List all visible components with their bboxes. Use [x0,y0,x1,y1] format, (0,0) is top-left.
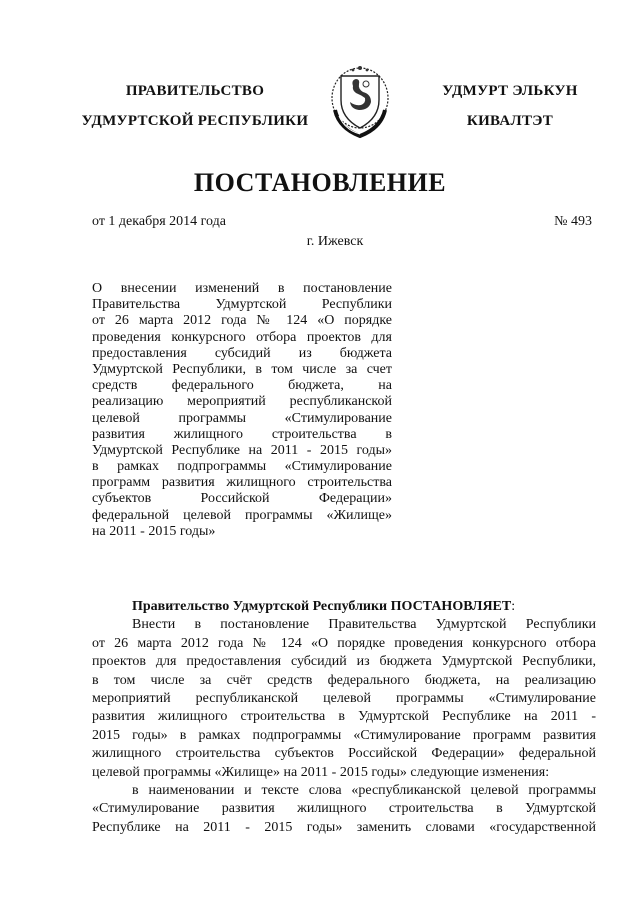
header-right-line1: УДМУРТ ЭЛЬКУН [442,83,578,99]
header-right-line2: КИВАЛТЭТ [466,113,554,129]
decree-line: Республике на 2011 - 2015 годы» заменить словами «государственной [92,819,596,835]
subject-line: программ развития жилищного строительства [92,475,392,491]
header-left-line1: ПРАВИТЕЛЬСТВО [125,83,265,99]
decree-subject [92,281,392,540]
decree-heading-line [92,598,596,616]
decree-heading-colon: : [511,599,516,614]
decree-line: Внести в постановление Правительства Удмуртской Республики [132,617,596,633]
decree-body [92,598,596,837]
subject-line: на 2011 - 2015 годы» [92,523,216,539]
decree-line: жилищного строительства субъектов Российской Федерации» федеральной [92,746,596,762]
header-left-line2: УДМУРТСКОЙ РЕСПУБЛИКИ [81,113,309,129]
subject-line: О внесении изменений в постановление [92,281,392,296]
subject-line: Правительства Удмуртской Республики [92,297,392,313]
decree-line: мероприятий республиканской целевой программы «Стимулирование [92,690,596,706]
decree-line: 2015 годы» в рамках подпрограммы «Стимулирование программ развития [92,727,596,743]
subject-line: федеральной целевой программы «Жилище» [92,507,392,523]
decree-number: № 493 [554,214,592,229]
subject-line: целевой программы «Стимулирование [92,410,392,426]
date-number-line [92,214,592,230]
header-right [430,76,590,136]
decree-line: в том числе за счёт средств федерального бюджета, на реализацию [92,672,596,688]
decree-date: от 1 декабря 2014 года [92,214,226,229]
subject-line: в рамках подпрограммы «Стимулирование [92,459,392,475]
header-left [80,76,310,136]
decree-city: г. Ижевск [306,234,364,249]
subject-line: средств федерального бюджета, на [92,378,392,394]
decree-line: в наименовании и тексте слова «республиканской целевой программы [132,782,596,798]
decree-line: «Стимулирование развития жилищного строительства в Удмуртской [92,801,596,817]
subject-line: проведения конкурсного отбора проектов для [92,329,392,345]
decree-heading: Правительство Удмуртской Республики ПОСТАНОВЛЯЕТ [132,599,512,614]
coat-of-arms-icon [325,62,395,142]
decree-line: целевой программы «Жилище» на 2011 - 2015 годы» следующие изменения: [92,764,550,780]
subject-line: субъектов Российской Федерации» [92,491,392,507]
subject-line: реализацию мероприятий республиканской [92,394,392,410]
document-title: ПОСТАНОВЛЕНИЕ [193,168,447,197]
decree-line: от 26 марта 2012 года № 124 «О порядке проведения конкурсного отбора [92,635,596,651]
subject-line: от 26 марта 2012 года № 124 «О порядке [92,313,392,329]
subject-line: Удмуртской Республики, в том числе за счет [92,361,392,377]
subject-line: Удмуртской Республике на 2011 - 2015 годы» [92,442,392,458]
subject-line: предоставления субсидий из бюджета [92,345,392,361]
decree-line: проектов для предоставления субсидий из бюджета Удмуртской Республики, [92,654,596,670]
decree-line: развития жилищного строительства в Удмуртской Республике на 2011 - [92,709,596,725]
subject-line: развития жилищного строительства в [92,426,392,442]
